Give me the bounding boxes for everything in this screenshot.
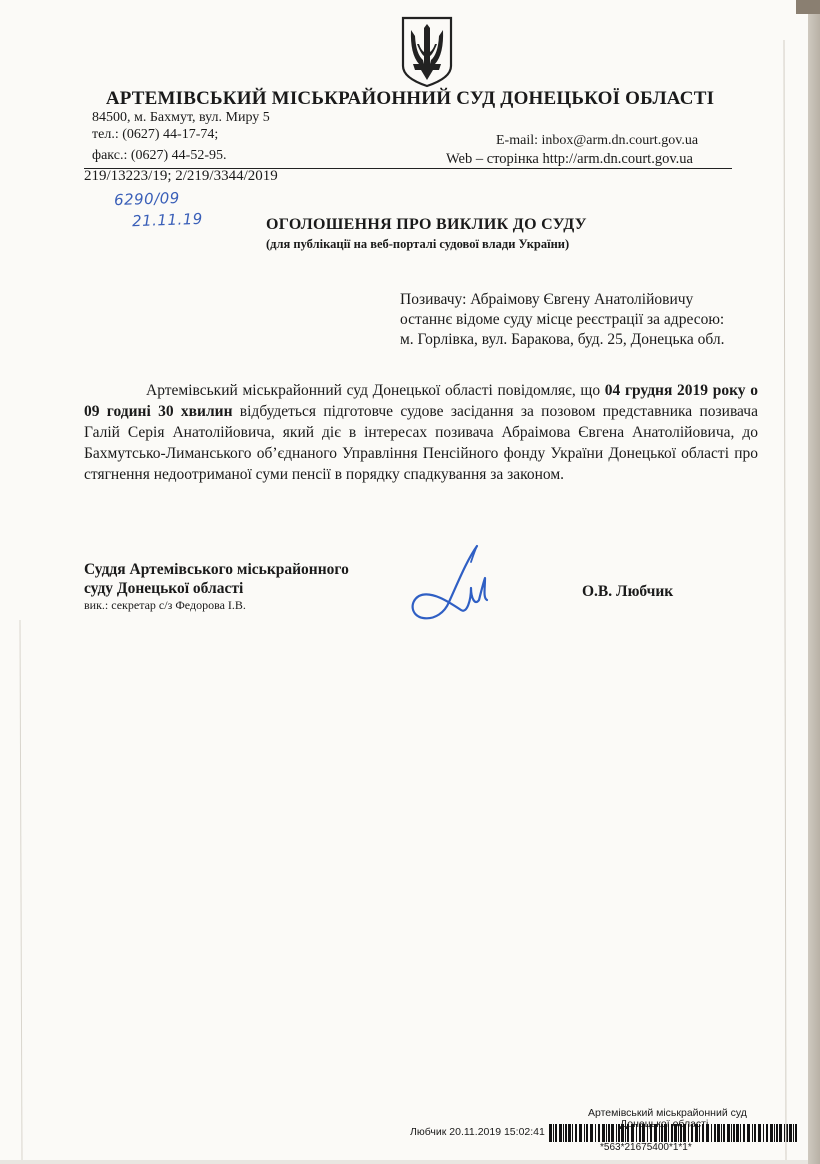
handwritten-registration-date: 21.11.19 xyxy=(131,209,204,231)
addressee-block xyxy=(400,290,724,350)
document-barcode-icon xyxy=(549,1124,799,1142)
hearing-datetime: 04 грудня 2019 року о 09 годині 30 хвилин xyxy=(84,382,758,420)
stamp-court-name: Артемівський міськрайонний суд xyxy=(588,1107,747,1119)
body-text-intro: Артемівський міськрайонний суд Донецької області повідомляє, що xyxy=(146,382,605,399)
addressee-address: м. Горлівка, вул. Баракова, буд. 25, Донецька обл. xyxy=(400,331,725,348)
court-website: Web – сторінка http://arm.dn.court.gov.ua xyxy=(446,151,693,167)
addressee-name: Позивачу: Абраімову Євгену Анатолійовичу xyxy=(400,291,694,308)
document-title: ОГОЛОШЕННЯ ПРО ВИКЛИК ДО СУДУ xyxy=(266,216,587,233)
judge-title xyxy=(84,560,349,598)
court-email: E-mail: inbox@arm.dn.court.gov.ua xyxy=(496,133,699,148)
judge-signature-icon xyxy=(405,540,505,625)
clerk-note: вик.: секретар с/з Федорова І.В. xyxy=(84,598,246,612)
body-text-details: відбудеться підготовче судове засідання за позовом представника позивача Галій Серія Анатолійовича, який діє в інтересах позивача Абраімова Євгена Анатолійовича, до Бахмутсько-Лиманського об’єднаного Управління Пенсійного фонду України Донецької області про стягнення недоотриманої суми пенсії в порядку спадкування за законом. xyxy=(84,403,758,483)
judge-title-line2: суду Донецької області xyxy=(84,580,244,597)
scan-edge xyxy=(808,0,820,1164)
barcode-text: *563*21675400*1*1* xyxy=(600,1142,692,1153)
judge-name: О.В. Любчик xyxy=(582,583,674,600)
stamp-user-datetime: Любчик 20.11.2019 15:02:41 xyxy=(410,1126,545,1138)
judge-title-line1: Суддя Артемівського міськрайонного xyxy=(84,561,349,578)
handwritten-registration-number: 6290/09 xyxy=(113,188,181,210)
addressee-address-label: останнє відоме суду місце реєстрації за адресою: xyxy=(400,311,725,328)
scan-corner xyxy=(796,0,820,14)
ukraine-coat-of-arms-icon xyxy=(399,14,455,90)
court-address: 84500, м. Бахмут, вул. Миру 5 xyxy=(92,110,270,125)
stamp-region: області xyxy=(672,1118,709,1130)
case-numbers: 219/13223/19; 2/219/3344/2019 xyxy=(84,168,278,184)
court-name: АРТЕМІВСЬКИЙ МІСЬКРАЙОННИЙ СУД ДОНЕЦЬКОЇ ОБЛАСТІ xyxy=(105,88,715,109)
court-fax: факс.: (0627) 44-52-95. xyxy=(92,148,227,163)
announcement-body xyxy=(84,380,758,485)
court-phone: тел.: (0627) 44-17-74; xyxy=(92,127,219,142)
document-subtitle: (для публікації на веб-порталі судової влади України) xyxy=(266,237,570,251)
